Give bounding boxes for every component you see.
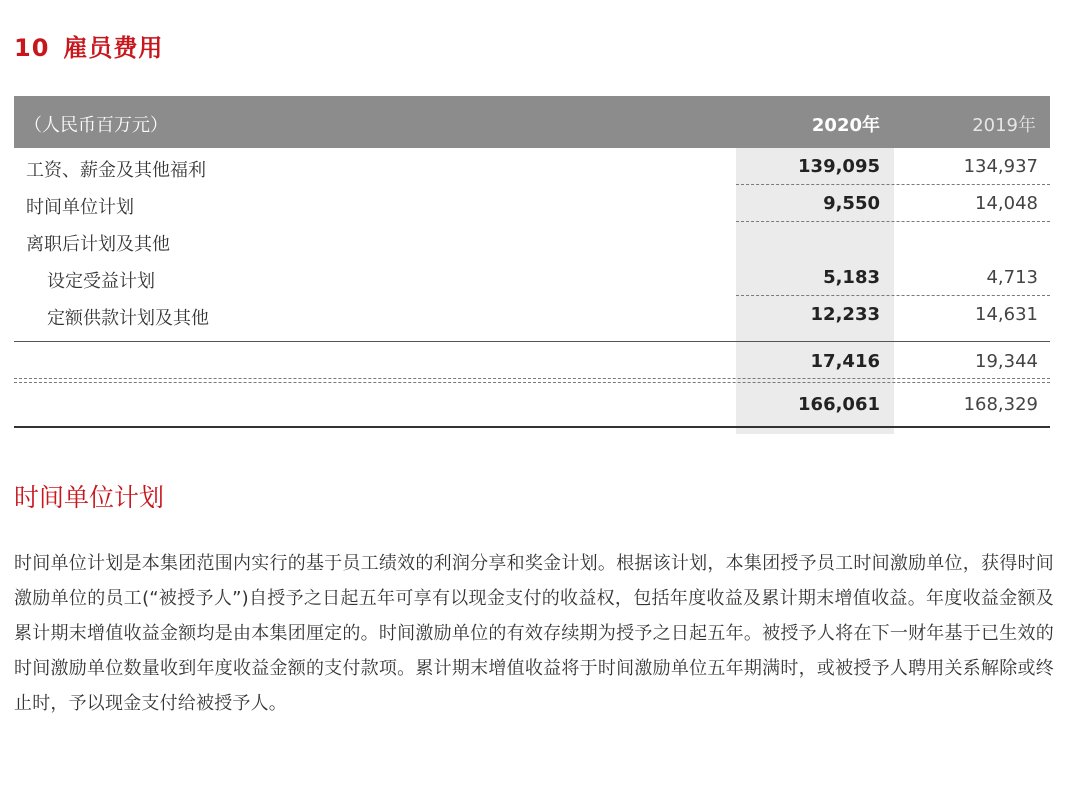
subtotal-row	[14, 342, 1050, 380]
table-row	[14, 148, 1050, 185]
section-heading: 雇员费用	[63, 34, 164, 62]
value-2020: 9,550	[823, 193, 880, 214]
row-label: 时间单位计划	[26, 197, 134, 218]
table-row	[14, 259, 1050, 296]
section-number: 10	[14, 34, 50, 62]
value-2019: 19,344	[975, 351, 1038, 372]
unit-label: （人民币百万元）	[24, 115, 168, 136]
subsection-title: 时间单位计划	[14, 483, 165, 512]
row-label: 离职后计划及其他	[26, 234, 170, 255]
table-header	[14, 96, 1050, 148]
value-2020: 139,095	[798, 156, 880, 177]
value-2020: 17,416	[810, 351, 880, 372]
value-2019: 4,713	[986, 267, 1038, 288]
table-row	[14, 185, 1050, 222]
table-row	[14, 296, 1050, 342]
row-label: 工资、薪金及其他福利	[26, 160, 206, 181]
table-row	[14, 222, 1050, 259]
employee-expense-table	[14, 96, 1050, 428]
value-2020: 166,061	[798, 394, 880, 415]
column-header-2020: 2020年	[811, 115, 880, 136]
value-2020: 12,233	[810, 304, 880, 325]
value-2019: 168,329	[963, 394, 1038, 415]
value-2019: 14,631	[975, 304, 1038, 325]
total-row	[14, 380, 1050, 428]
value-2019: 14,048	[975, 193, 1038, 214]
value-2019: 134,937	[963, 156, 1038, 177]
section-title	[14, 28, 163, 63]
value-2020: 5,183	[823, 267, 880, 288]
body-paragraph: 时间单位计划是本集团范围内实行的基于员工绩效的利润分享和奖金计划。根据该计划，本集团授予员工时间激励单位，获得时间激励单位的员工(“被授予人”)自授予之日起五年可享有以现金支付的收益权，包括年度收益及累计期末增值收益。年度收益金额及累计期末增值收益金额均是由本集团厘定的。时间激励单位的有效存续期为授予之日起五年。被授予人将在下一财年基于已生效的时间激励单位数量收到年度收益金额的支付款项。累计期末增值收益将于时间激励单位五年期满时，或被授予人聘用关系解除或终止时，予以现金支付给被授予人。	[14, 553, 1054, 714]
row-label: 设定受益计划	[47, 271, 155, 292]
row-label: 定额供款计划及其他	[47, 308, 209, 329]
column-header-2019: 2019年	[972, 115, 1036, 136]
